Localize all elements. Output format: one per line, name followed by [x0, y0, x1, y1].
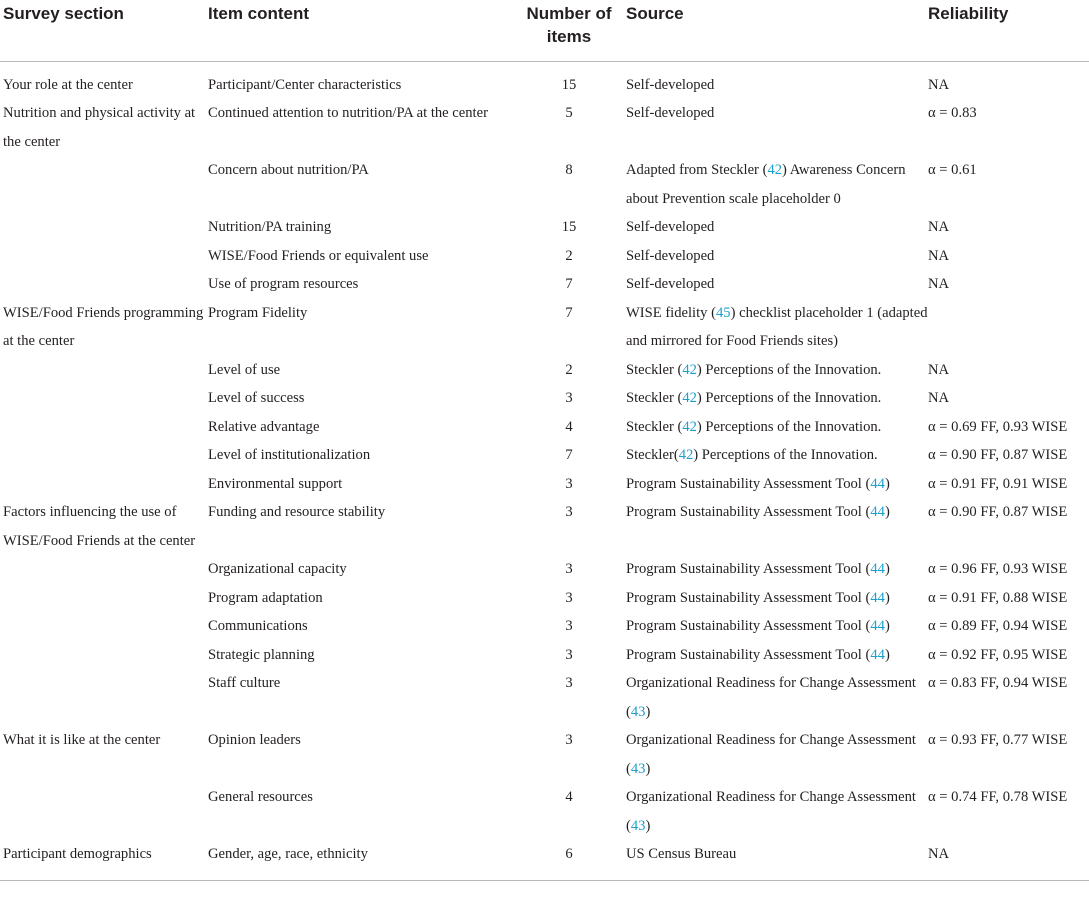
reference-link[interactable]: 44: [870, 618, 885, 634]
number-of-items-cell: 3: [565, 561, 573, 577]
item-content-cell: Continued attention to nutrition/PA at the center: [208, 105, 488, 121]
survey-section-cell: [0, 384, 208, 413]
source-text: Program Sustainability Assessment Tool (: [626, 561, 871, 577]
survey-section-cell: Your role at the center: [3, 76, 133, 93]
survey-section-cell: WISE/Food Friends programming at the center: [3, 304, 204, 349]
source-text-suffix: ): [645, 703, 651, 720]
reference-link[interactable]: 44: [870, 504, 885, 520]
reliability-cell: α = 0.74 FF, 0.78 WISE: [928, 789, 1068, 805]
reliability-cell: NA: [928, 846, 950, 862]
source-text-suffix: ) Perceptions of the Innovation.: [696, 390, 882, 406]
table-row: [0, 99, 1089, 156]
source-cell: [626, 299, 928, 356]
item-content-cell: Nutrition/PA training: [208, 219, 332, 235]
source-text-suffix: ) Perceptions of the Innovation.: [696, 361, 882, 378]
table-row: [0, 470, 1089, 499]
table-row: [0, 61, 1089, 99]
reliability-cell: α = 0.61: [928, 162, 977, 178]
number-of-items-cell: 6: [565, 846, 573, 862]
reference-link[interactable]: 44: [870, 561, 885, 577]
reliability-cell: α = 0.91 FF, 0.88 WISE: [928, 589, 1068, 606]
number-of-items-cell: 3: [565, 618, 573, 634]
table-row: [0, 384, 1089, 413]
number-of-items-cell: 3: [565, 504, 573, 520]
number-of-items-cell: 8: [565, 162, 573, 178]
source-text-suffix: ): [884, 561, 890, 577]
source-cell: [626, 726, 928, 783]
number-of-items-cell: 7: [565, 276, 573, 292]
header-number-of-items: Number of items: [526, 4, 612, 46]
source-text: Self-developed: [626, 219, 715, 235]
item-content-cell: General resources: [208, 789, 313, 805]
item-content-cell: Level of success: [208, 390, 305, 406]
number-of-items-cell: 3: [565, 589, 573, 606]
number-of-items-cell: 3: [565, 675, 573, 691]
reference-link[interactable]: 42: [682, 361, 697, 378]
source-cell: [626, 783, 928, 840]
source-text: WISE fidelity (: [626, 304, 716, 321]
table-row: [0, 156, 1089, 213]
source-cell: [626, 498, 928, 555]
reference-link[interactable]: 43: [630, 703, 646, 720]
number-of-items-cell: 7: [565, 447, 573, 463]
source-cell: [626, 641, 928, 670]
header-source: Source: [626, 4, 684, 23]
survey-section-cell: [0, 555, 208, 584]
survey-section-cell: Factors influencing the use of WISE/Food Friends at the center: [3, 504, 196, 549]
source-text: Steckler (: [626, 418, 683, 435]
survey-section-cell: [0, 242, 208, 271]
table-row: [0, 498, 1089, 555]
survey-section-cell: [0, 470, 208, 499]
reference-link[interactable]: 42: [682, 418, 697, 435]
source-text-suffix: ) checklist placeholder 1 (adapted and mirrored for Food Friends sites): [626, 304, 928, 349]
header-reliability: Reliability: [928, 4, 1009, 23]
item-content-cell: Opinion leaders: [208, 732, 301, 748]
reference-link[interactable]: 44: [870, 475, 885, 492]
reliability-cell: α = 0.83 FF, 0.94 WISE: [928, 675, 1068, 691]
reliability-cell: α = 0.93 FF, 0.77 WISE: [928, 732, 1068, 748]
reference-link[interactable]: 42: [767, 162, 783, 178]
item-content-cell: Level of use: [208, 361, 281, 378]
source-cell: [626, 441, 928, 470]
source-cell: [626, 669, 928, 726]
item-content-cell: Gender, age, race, ethnicity: [208, 846, 368, 862]
reliability-cell: NA: [928, 390, 950, 406]
source-cell: [626, 213, 928, 242]
survey-section-cell: [0, 213, 208, 242]
table-row: [0, 726, 1089, 783]
reliability-cell: α = 0.96 FF, 0.93 WISE: [928, 561, 1068, 577]
number-of-items-cell: 3: [565, 475, 573, 492]
number-of-items-cell: 2: [565, 247, 573, 264]
item-content-cell: Concern about nutrition/PA: [208, 162, 369, 178]
source-text-suffix: ) Awareness Concern about Prevention scale placeholder 0: [626, 162, 906, 207]
number-of-items-cell: 2: [565, 361, 573, 378]
table-row: [0, 783, 1089, 840]
source-text-suffix: ): [645, 760, 651, 777]
item-content-cell: Staff culture: [208, 675, 281, 691]
header-item-content: Item content: [208, 4, 310, 23]
table-row: [0, 584, 1089, 613]
reference-link[interactable]: 42: [682, 390, 697, 406]
source-cell: [626, 242, 928, 271]
source-text-suffix: ): [884, 618, 890, 634]
survey-section-cell: [0, 413, 208, 442]
survey-section-cell: Participant demographics: [3, 846, 152, 862]
table-row: [0, 555, 1089, 584]
number-of-items-cell: 5: [565, 105, 573, 121]
reliability-cell: NA: [928, 247, 950, 264]
reference-link[interactable]: 44: [870, 646, 885, 663]
source-text-suffix: ): [884, 504, 890, 520]
number-of-items-cell: 3: [565, 732, 573, 748]
reliability-cell: α = 0.89 FF, 0.94 WISE: [928, 618, 1068, 634]
survey-section-cell: [0, 441, 208, 470]
source-cell: [626, 584, 928, 613]
table-row: [0, 669, 1089, 726]
source-text: Steckler(: [626, 447, 679, 463]
source-text: Program Sustainability Assessment Tool (: [626, 589, 871, 606]
header-row: [0, 0, 1089, 61]
source-cell: [626, 356, 928, 385]
source-text: US Census Bureau: [626, 846, 737, 862]
number-of-items-cell: 4: [565, 418, 573, 435]
source-cell: [626, 156, 928, 213]
source-text-suffix: ) Perceptions of the Innovation.: [696, 418, 882, 435]
item-content-cell: Funding and resource stability: [208, 504, 386, 520]
source-text: Self-developed: [626, 247, 715, 264]
number-of-items-cell: 15: [561, 219, 577, 235]
number-of-items-cell: 3: [565, 390, 573, 406]
reliability-cell: NA: [928, 219, 950, 235]
source-text-suffix: ): [884, 475, 890, 492]
source-cell: [626, 840, 928, 880]
table-row: [0, 270, 1089, 299]
reliability-cell: NA: [928, 361, 950, 378]
source-text: Steckler (: [626, 390, 683, 406]
table-row: [0, 413, 1089, 442]
item-content-cell: Communications: [208, 618, 308, 634]
source-text-suffix: ): [884, 589, 890, 606]
item-content-cell: Strategic planning: [208, 646, 315, 663]
reliability-cell: α = 0.90 FF, 0.87 WISE: [928, 504, 1068, 520]
source-cell: [626, 612, 928, 641]
table-row: [0, 612, 1089, 641]
reference-link[interactable]: 43: [630, 760, 646, 777]
table-row: [0, 441, 1089, 470]
source-text-suffix: ): [884, 646, 890, 663]
source-text: Steckler (: [626, 361, 683, 378]
source-cell: [626, 470, 928, 499]
source-text-suffix: ) Perceptions of the Innovation.: [693, 447, 878, 463]
table-row: [0, 299, 1089, 356]
item-content-cell: Level of institutionalization: [208, 447, 371, 463]
table-row: [0, 242, 1089, 271]
reliability-cell: α = 0.69 FF, 0.93 WISE: [928, 418, 1068, 435]
table-row: [0, 213, 1089, 242]
survey-section-cell: Nutrition and physical activity at the center: [3, 105, 196, 150]
item-content-cell: Organizational capacity: [208, 561, 347, 577]
source-text: Organizational Readiness for Change Assessment (: [626, 675, 916, 720]
survey-section-cell: [0, 584, 208, 613]
item-content-cell: Relative advantage: [208, 418, 320, 435]
source-cell: [626, 384, 928, 413]
source-text: Organizational Readiness for Change Assessment (: [626, 789, 916, 834]
source-text: Adapted from Steckler (: [626, 162, 768, 178]
source-text: Program Sustainability Assessment Tool (: [626, 646, 871, 663]
source-text: Organizational Readiness for Change Assessment (: [626, 732, 916, 777]
survey-section-cell: [0, 156, 208, 213]
survey-section-cell: What it is like at the center: [3, 732, 161, 748]
reliability-cell: α = 0.90 FF, 0.87 WISE: [928, 447, 1068, 463]
reliability-cell: NA: [928, 76, 950, 93]
item-content-cell: Participant/Center characteristics: [208, 76, 402, 93]
table-row: [0, 840, 1089, 880]
reliability-cell: NA: [928, 276, 950, 292]
survey-section-cell: [0, 612, 208, 641]
source-cell: [626, 413, 928, 442]
reference-link[interactable]: 43: [630, 817, 646, 834]
source-text: Self-developed: [626, 76, 715, 93]
reliability-cell: α = 0.91 FF, 0.91 WISE: [928, 475, 1068, 492]
survey-section-cell: [0, 356, 208, 385]
table-row: [0, 356, 1089, 385]
source-cell: [626, 555, 928, 584]
reliability-cell: α = 0.83: [928, 105, 977, 121]
item-content-cell: Program Fidelity: [208, 304, 308, 321]
number-of-items-cell: 3: [565, 646, 573, 663]
source-text: Program Sustainability Assessment Tool (: [626, 618, 871, 634]
reference-link[interactable]: 42: [678, 447, 694, 463]
reference-link[interactable]: 45: [715, 304, 731, 321]
table-row: [0, 641, 1089, 670]
reference-link[interactable]: 44: [870, 589, 885, 606]
survey-section-cell: [0, 783, 208, 840]
item-content-cell: Use of program resources: [208, 276, 359, 292]
survey-section-cell: [0, 669, 208, 726]
header-survey-section: Survey section: [3, 4, 124, 23]
source-text-suffix: ): [645, 817, 651, 834]
item-content-cell: Environmental support: [208, 475, 343, 492]
number-of-items-cell: 15: [561, 76, 577, 93]
item-content-cell: WISE/Food Friends or equivalent use: [208, 247, 429, 264]
source-text: Program Sustainability Assessment Tool (: [626, 475, 871, 492]
source-cell: [626, 61, 928, 99]
reliability-cell: [928, 299, 1089, 356]
source-cell: [626, 99, 928, 156]
number-of-items-cell: 4: [565, 789, 573, 805]
number-of-items-cell: 7: [565, 304, 573, 321]
reliability-cell: α = 0.92 FF, 0.95 WISE: [928, 646, 1068, 663]
survey-section-cell: [0, 641, 208, 670]
source-text: Self-developed: [626, 105, 715, 121]
source-text: Program Sustainability Assessment Tool (: [626, 504, 871, 520]
item-content-cell: Program adaptation: [208, 589, 323, 606]
survey-section-cell: [0, 270, 208, 299]
source-text: Self-developed: [626, 276, 715, 292]
source-cell: [626, 270, 928, 299]
